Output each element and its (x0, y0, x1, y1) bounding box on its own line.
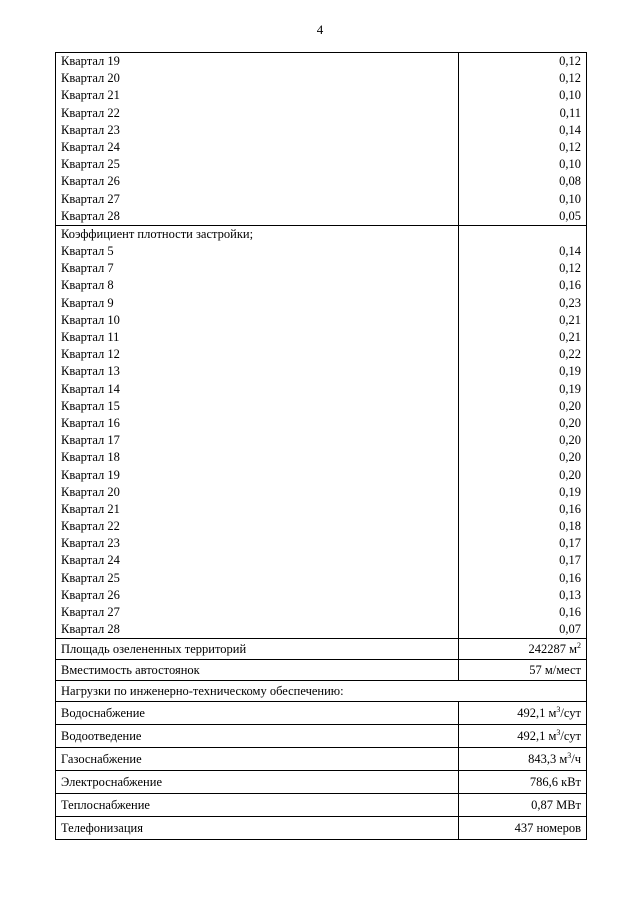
row-gas-supply (56, 748, 587, 771)
block2-label: Квартал 17 (61, 433, 120, 448)
block1-value: 0,10 (559, 191, 581, 206)
block2-value: 0,21 (559, 312, 581, 327)
block2-value: 0,19 (559, 364, 581, 379)
green-area-unit-sup: 2 (577, 641, 581, 651)
block2-value: 0,14 (559, 244, 581, 259)
block2-label: Квартал 5 (61, 244, 114, 259)
block1-label: Квартал 25 (61, 157, 120, 172)
block1-labels (56, 53, 459, 226)
block2-value: 0,16 (559, 501, 581, 516)
water-disposal-sup: 3 (556, 728, 561, 738)
block2-value: 0,20 (559, 415, 581, 430)
block2-value: 0,17 (559, 536, 581, 551)
block2-labels (56, 225, 459, 639)
block2-value: 0,20 (559, 467, 581, 482)
parking-label: Вместимость автостоянок (56, 660, 459, 681)
block1-value: 0,12 (559, 139, 581, 154)
block2-label: Квартал 27 (61, 605, 120, 619)
row-parking (56, 660, 587, 681)
block2-value: 0,16 (559, 605, 581, 619)
block2-label: Квартал 8 (61, 278, 114, 293)
block2-label: Квартал 10 (61, 312, 120, 327)
heating-value: 0,87 МВт (459, 794, 587, 817)
block2-label: Квартал 7 (61, 261, 114, 276)
block1-value: 0,11 (559, 105, 581, 120)
block1-value: 0,12 (559, 71, 581, 86)
water-supply-sup: 3 (556, 705, 561, 715)
telephony-value: 437 номеров (459, 817, 587, 840)
block2-label: Квартал 21 (61, 501, 120, 516)
green-area-value: 242287 м (528, 642, 577, 657)
row-green-area (56, 639, 587, 660)
block1-label: Квартал 26 (61, 174, 120, 189)
electricity-value: 786,6 кВт (459, 771, 587, 794)
block1-value: 0,05 (559, 208, 581, 223)
block2-value: 0,23 (559, 295, 581, 310)
block2-value: 0,07 (559, 622, 581, 637)
electricity-label: Электроснабжение (56, 771, 459, 794)
block1-label: Квартал 27 (61, 191, 120, 206)
block2-value: 0,20 (559, 450, 581, 465)
water-disposal-value-cell (459, 725, 587, 748)
block2-label: Квартал 11 (61, 330, 120, 344)
block1-value: 0,08 (559, 174, 581, 189)
block2-label: Квартал 13 (61, 364, 120, 379)
block1-label: Квартал 19 (61, 54, 120, 68)
block-density-coefficient (56, 225, 587, 639)
block1-label: Квартал 21 (61, 88, 120, 103)
block2-label: Квартал 16 (61, 415, 120, 430)
row-telephony (56, 817, 587, 840)
block1-label: Квартал 20 (61, 71, 120, 86)
row-loads-heading (56, 681, 587, 702)
block2-label: Квартал 18 (61, 450, 120, 465)
block2-value: 0,20 (559, 433, 581, 448)
gas-supply-value-cell (459, 748, 587, 771)
gas-supply-value: 843,3 м (528, 752, 568, 767)
block2-value: 0,13 (559, 587, 581, 602)
block2-value: 0,16 (559, 278, 581, 293)
gas-supply-label: Газоснабжение (56, 748, 459, 771)
block1-value: 0,14 (559, 122, 581, 137)
water-supply-value-cell (459, 702, 587, 725)
block2-value: 0,21 (559, 330, 581, 344)
water-supply-value: 492,1 м (517, 706, 557, 721)
gas-supply-unit: /ч (571, 752, 581, 767)
block1-label: Квартал 23 (61, 122, 120, 137)
block2-value: 0,17 (559, 553, 581, 568)
block2-value: 0,18 (559, 519, 581, 534)
block2-value: 0,20 (559, 398, 581, 413)
block2-values (459, 225, 587, 639)
block1-label: Квартал 28 (61, 208, 120, 223)
page-number: 4 (316, 22, 324, 37)
heating-label: Теплоснабжение (56, 794, 459, 817)
block1-value: 0,12 (559, 54, 581, 68)
water-supply-unit: /сут (560, 706, 581, 721)
block1-label: Квартал 22 (61, 105, 120, 120)
block2-label: Квартал 28 (61, 622, 120, 637)
block2-label: Квартал 22 (61, 519, 120, 534)
water-disposal-unit: /сут (560, 729, 581, 744)
block1-value: 0,10 (559, 88, 581, 103)
block2-value: 0,16 (559, 570, 581, 585)
block2-label: Квартал 19 (61, 467, 120, 482)
block2-label: Квартал 24 (61, 553, 120, 568)
block2-label: Квартал 25 (61, 570, 120, 585)
gas-supply-sup: 3 (567, 751, 572, 761)
row-water-supply (56, 702, 587, 725)
block2-label: Квартал 20 (61, 484, 120, 499)
block2-value: 0,12 (559, 261, 581, 276)
block2-label: Квартал 12 (61, 347, 120, 362)
row-heating (56, 794, 587, 817)
telephony-label: Телефонизация (56, 817, 459, 840)
green-area-value-cell (459, 639, 587, 660)
water-disposal-label: Водоотведение (56, 725, 459, 748)
row-electricity (56, 771, 587, 794)
block2-value: 0,19 (559, 381, 581, 396)
block-coefficients-1 (56, 53, 587, 226)
row-water-disposal (56, 725, 587, 748)
block2-value: 0,19 (559, 484, 581, 499)
block2-label: Квартал 14 (61, 381, 120, 396)
water-disposal-value: 492,1 м (517, 729, 557, 744)
loads-heading: Нагрузки по инженерно-техническому обеспечению: (56, 681, 587, 702)
parking-value: 57 м/мест (459, 660, 587, 681)
water-supply-label: Водоснабжение (56, 702, 459, 725)
block2-label: Квартал 9 (61, 295, 114, 310)
indicators-table (55, 52, 587, 840)
block1-values (459, 53, 587, 226)
block2-label: Квартал 15 (61, 398, 120, 413)
block1-value: 0,10 (559, 157, 581, 172)
block2-value: 0,22 (559, 347, 581, 362)
block2-label: Квартал 23 (61, 536, 120, 551)
density-heading: Коэффициент плотности застройки; (61, 226, 254, 241)
green-area-label: Площадь озелененных территорий (56, 639, 459, 660)
block2-label: Квартал 26 (61, 587, 120, 602)
block1-label: Квартал 24 (61, 139, 120, 154)
